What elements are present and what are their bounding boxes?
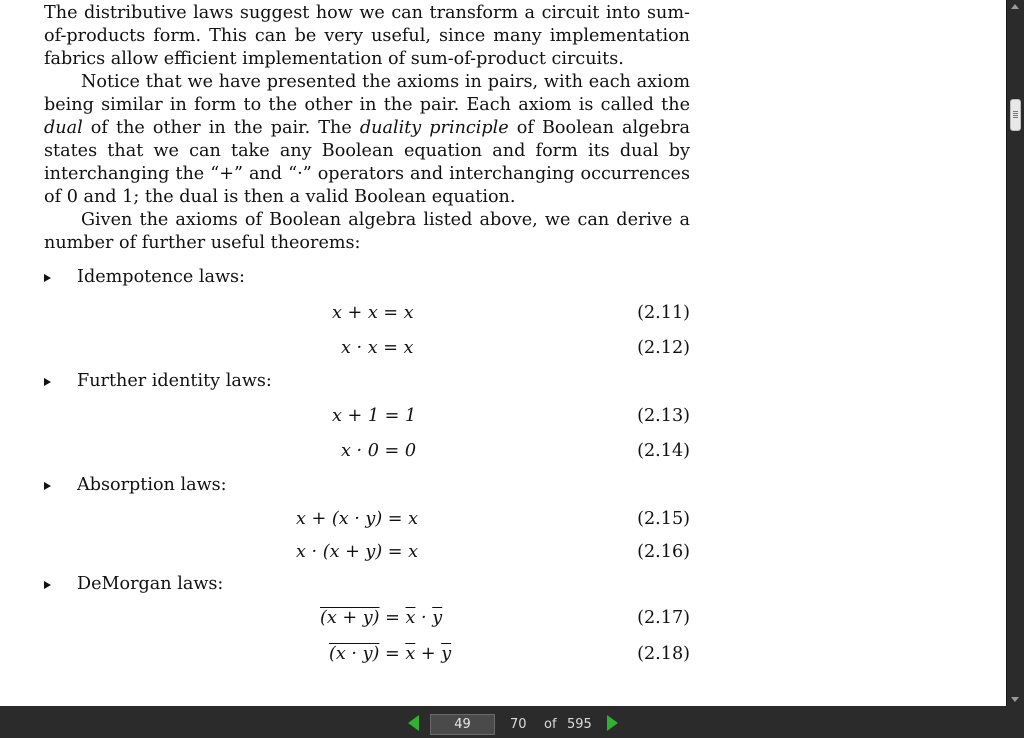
list-item-idempotence	[44, 266, 690, 289]
equation-2-17: $(x + y) = \overline{x} \cdot \overline{y}$	[320, 608, 443, 628]
scroll-up-icon[interactable]	[1011, 4, 1019, 9]
equation-number-2-15: (2.15)	[637, 509, 690, 529]
section-title: Idempotence laws:	[77, 267, 245, 287]
bullet-triangle-icon	[44, 274, 51, 282]
total-pages-label: 595	[567, 717, 592, 732]
equation-2-14: x · 0 = 0	[341, 441, 417, 461]
equation-number-2-13: (2.13)	[637, 406, 690, 426]
negated-y: $\overline{y}$	[432, 608, 443, 628]
equation-2-13: x + 1 = 1	[332, 406, 417, 426]
page-navigation-toolbar	[0, 706, 1024, 738]
list-item-absorption	[44, 474, 690, 497]
equation-number-2-17: (2.17)	[637, 608, 690, 628]
paragraph-theorems-intro: Given the axioms of Boolean algebra listed above, we can derive a number of further useful theorems:	[44, 210, 690, 253]
next-page-icon[interactable]	[607, 715, 618, 731]
dual-term: dual	[44, 118, 83, 138]
equation-number-2-11: (2.11)	[637, 303, 690, 323]
bullet-triangle-icon	[44, 378, 51, 386]
page-number-input[interactable]	[430, 714, 495, 735]
list-item-demorgan	[44, 573, 690, 596]
operator: +	[415, 644, 442, 664]
duality-text-2: of the other in the pair. The	[82, 118, 360, 138]
duality-principle-term: duality principle	[359, 118, 509, 138]
section-title: Absorption laws:	[77, 475, 227, 495]
equation-number-2-14: (2.14)	[637, 441, 690, 461]
paragraph-duality	[44, 71, 690, 209]
equation-2-16: x · (x + y) = x	[296, 542, 419, 562]
scrollbar-thumb[interactable]	[1010, 99, 1021, 131]
current-page-label: 70	[510, 717, 527, 732]
equation-2-11: x + x = x	[332, 303, 414, 323]
negated-x: $\overline{x}$	[405, 644, 416, 664]
previous-page-icon[interactable]	[408, 715, 419, 731]
duality-text-3: of Boolean algebra states that we can take any Boolean equation and form its dual by interchanging the “+” and “·” operators and interchanging occurrences of 0 and 1; the dual is then a valid Boolean equation.	[44, 118, 691, 207]
equation-number-2-18: (2.18)	[637, 644, 690, 664]
vertical-scrollbar[interactable]	[1007, 0, 1024, 706]
bullet-triangle-icon	[44, 581, 51, 589]
negated-term: (x + y)	[320, 608, 380, 628]
list-item-further-identity	[44, 370, 690, 393]
bullet-triangle-icon	[44, 482, 51, 490]
equation-2-12: x · x = x	[341, 338, 414, 358]
negated-x: $\overline{x}$	[405, 608, 416, 628]
duality-text-1: Notice that we have presented the axioms in pairs, with each axiom being similar in form to the other in the pair. Each axiom is called the	[44, 72, 690, 115]
paragraph-distributive: The distributive laws suggest how we can transform a circuit into sum-of-products form. This can be very useful, since many implementation fabrics allow efficient implementation of sum-of-product circuits.	[44, 3, 690, 69]
operator: ·	[415, 608, 433, 628]
negated-y: $\overline{y}$	[441, 644, 452, 664]
section-title: Further identity laws:	[77, 371, 272, 391]
section-title: DeMorgan laws:	[77, 574, 224, 594]
of-label: of	[544, 717, 557, 732]
negated-term: (x · y)	[329, 644, 380, 664]
equation-number-2-16: (2.16)	[637, 542, 690, 562]
equation-2-18: $(x \cdot y) = \overline{x} + \overline{y}$	[329, 644, 452, 664]
equation-number-2-12: (2.12)	[637, 338, 690, 358]
equation-2-15: x + (x · y) = x	[296, 509, 419, 529]
scroll-down-icon[interactable]	[1011, 697, 1019, 702]
